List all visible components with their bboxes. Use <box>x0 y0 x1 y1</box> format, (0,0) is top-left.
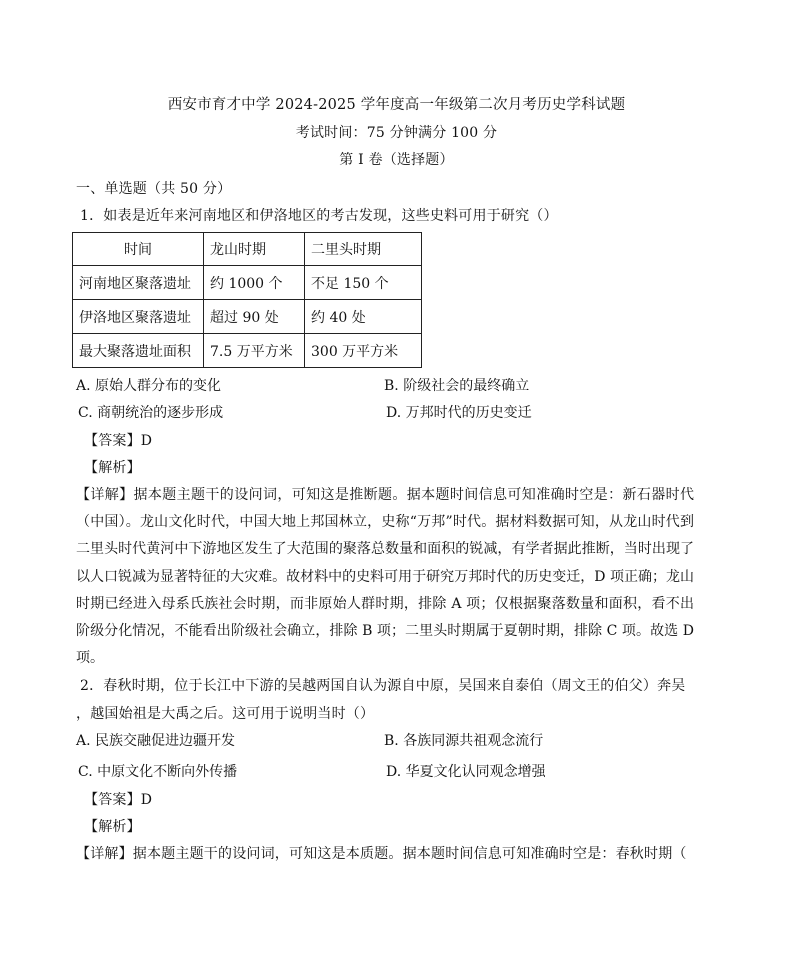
q2-answer: 【答案】D <box>84 792 153 808</box>
q1-option-c: C. 商朝统治的逐步形成 <box>78 405 224 421</box>
q2-option-a: A. 民族交融促进边疆开发 <box>76 733 236 749</box>
q1-answer: 【答案】D <box>84 433 153 449</box>
q1-analysis-label: 【解析】 <box>84 460 141 476</box>
q2-stem-line1: 2．春秋时期，位于长江中下游的吴越两国自认为源自中原，吴国来自泰伯（周文王的伯父）奔吴 <box>80 678 686 694</box>
q2-stem-line2: ，越国始祖是大禹之后。这可用于说明当时（） <box>76 706 375 722</box>
table-cell: 不足 150 个 <box>305 266 422 300</box>
table-row <box>73 334 422 368</box>
q2-option-c: C. 中原文化不断向外传播 <box>78 764 238 780</box>
table-header-cell: 时间 <box>73 233 204 266</box>
section-heading: 一、单选题（共 50 分） <box>76 181 232 197</box>
table-cell: 约 1000 个 <box>204 266 305 300</box>
exam-time-info: 考试时间：75 分钟满分 100 分 <box>295 125 498 141</box>
q1-option-d: D. 万邦时代的历史变迁 <box>386 405 532 421</box>
q2-option-b: B. 各族同源共祖观念流行 <box>384 733 544 749</box>
table-cell: 7.5 万平方米 <box>204 334 305 368</box>
table-cell: 最大聚落遗址面积 <box>73 334 204 368</box>
table-header-cell: 龙山时期 <box>204 233 305 266</box>
q1-data-table <box>72 232 422 368</box>
table-cell: 超过 90 处 <box>204 300 305 334</box>
q1-detail: 【详解】据本题主题干的设问词，可知这是推断题。据本题时间信息可知准确时空是：新石器时代（中国）。龙山文化时代，中国大地上邦国林立，史称“万邦”时代。据材料数据可知，从龙山时代到二里头时代黄河中下游地区发生了大范围的聚落总数量和面积的锐减，有学者据此推断，当时出现了以人口锐减为显著特征的大灾难。故材料中的史料可用于研究万邦时代的历史变迁，D 项正确；龙山时期已经进入母系氏族社会时期，而非原始人群时期，排除 A 项；仅根据聚落数量和面积，看不出阶级分化情况，不能看出阶级社会确立，排除 B 项；二里头时期属于夏朝时期，排除 C 项。故选 D 项。 <box>76 487 694 667</box>
table-header-row <box>73 233 422 266</box>
table-cell: 约 40 处 <box>305 300 422 334</box>
q2-analysis-label: 【解析】 <box>84 819 141 835</box>
table-cell: 300 万平方米 <box>305 334 422 368</box>
table-header-cell: 二里头时期 <box>305 233 422 266</box>
volume-label: 第 I 卷（选择题） <box>339 152 454 168</box>
table-row <box>73 266 422 300</box>
exam-title: 西安市育才中学 2024-2025 学年度高一年级第二次月考历史学科试题 <box>167 97 626 113</box>
table-cell: 伊洛地区聚落遗址 <box>73 300 204 334</box>
table-row <box>73 300 422 334</box>
q2-detail: 【详解】据本题主题干的设问词，可知这是本质题。据本题时间信息可知准确时空是：春秋时期（ <box>76 846 687 862</box>
q1-stem: 1．如表是近年来河南地区和伊洛地区的考古发现，这些史料可用于研究（） <box>80 208 558 224</box>
q2-option-d: D. 华夏文化认同观念增强 <box>386 764 546 780</box>
q1-option-a: A. 原始人群分布的变化 <box>76 378 222 394</box>
q1-option-b: B. 阶级社会的最终确立 <box>384 378 530 394</box>
table-cell: 河南地区聚落遗址 <box>73 266 204 300</box>
